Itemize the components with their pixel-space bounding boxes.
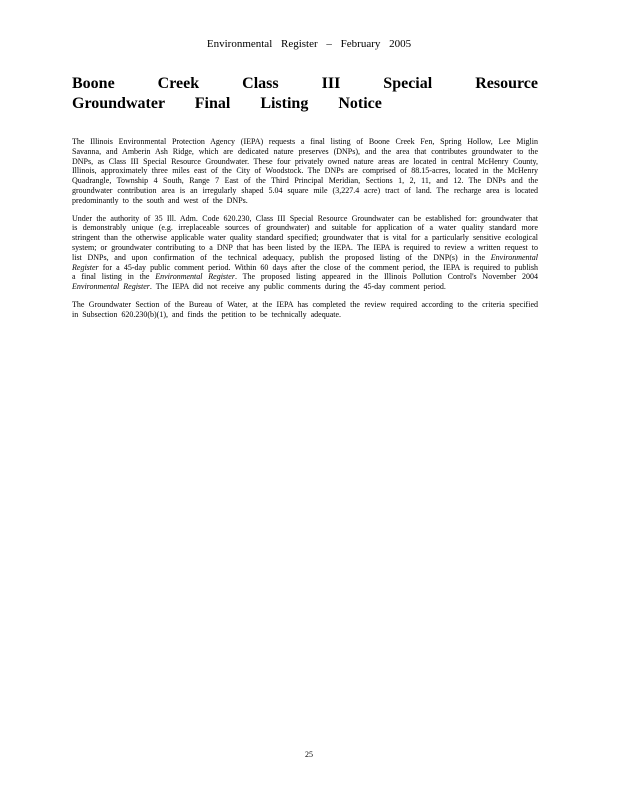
page-number: 25 — [305, 750, 313, 759]
paragraph-2-text-4: . The IEPA did not receive any public comments during the 45-day comment period. — [149, 282, 446, 292]
paragraph-3: The Groundwater Section of the Bureau of Water, at the IEPA has completed the review required according to the criteria specified in Subsection 620.230(b)(1), and finds the petition to be technically adequate. — [72, 299, 538, 319]
publication-name: Environmental Register — [155, 272, 235, 282]
running-header: Environmental Register – February 2005 — [206, 38, 412, 50]
notice-body — [72, 137, 538, 328]
paragraph-2 — [72, 214, 538, 292]
notice-title: Boone Creek Class III Special Resource Groundwater Final Listing Notice — [72, 75, 538, 112]
paragraph-2-text-2: for a 45-day public comment period. Within 60 days after the close of the comment period, the IEPA is required to publish a final listing in the — [72, 262, 538, 282]
publication-name: Environmental Register — [72, 252, 538, 272]
paragraph-1: The Illinois Environmental Protection Agency (IEPA) requests a final listing of Boone Creek Fen, Spring Hollow, Lee Miglin Savanna, and Amberin Ash Ridge, which are dedicated nature preserves (DNPs), and the area that contributes groundwater to the DNPs, as Class III Special Resource Groundwater. These four privately owned nature areas are located in central McHenry County, Illinois, approximately three miles east of the City of Woodstock. The DNPs are comprised of 88.15-acres, located in the McHenry Quadrangle, Township 4 South, Range 7 East of the Third Principal Meridian, Sections 1, 2, 11, and 12. The DNPs and the groundwater contribution area is an irregularly shaped 5.04 square mile (3,227.4 acre) tract of land. The recharge area is located predominantly to the south and west of the DNPs. — [72, 137, 538, 205]
paragraph-2-text-3: . The proposed listing appeared in the Illinois Pollution Control's November 2004 — [234, 272, 538, 282]
publication-name: Environmental Register — [72, 282, 150, 292]
paragraph-2-text-1: Under the authority of 35 Ill. Adm. Code 620.230, Class III Special Resource Groundwater can be established for: groundwater that is demonstrably unique (e.g. irreplaceable sources of groundwater) and suitable for application of a water quality standard more stringent than the otherwise applicable water quality standard specified; groundwater that is vital for a particularly sensitive ecological system; or groundwater contributing to a DNP that has been listed by the IEPA. The IEPA is required to review a written request to list DNPs, and upon confirmation of the technical adequacy, publish the proposed listing of the DNP(s) in the — [72, 213, 538, 262]
